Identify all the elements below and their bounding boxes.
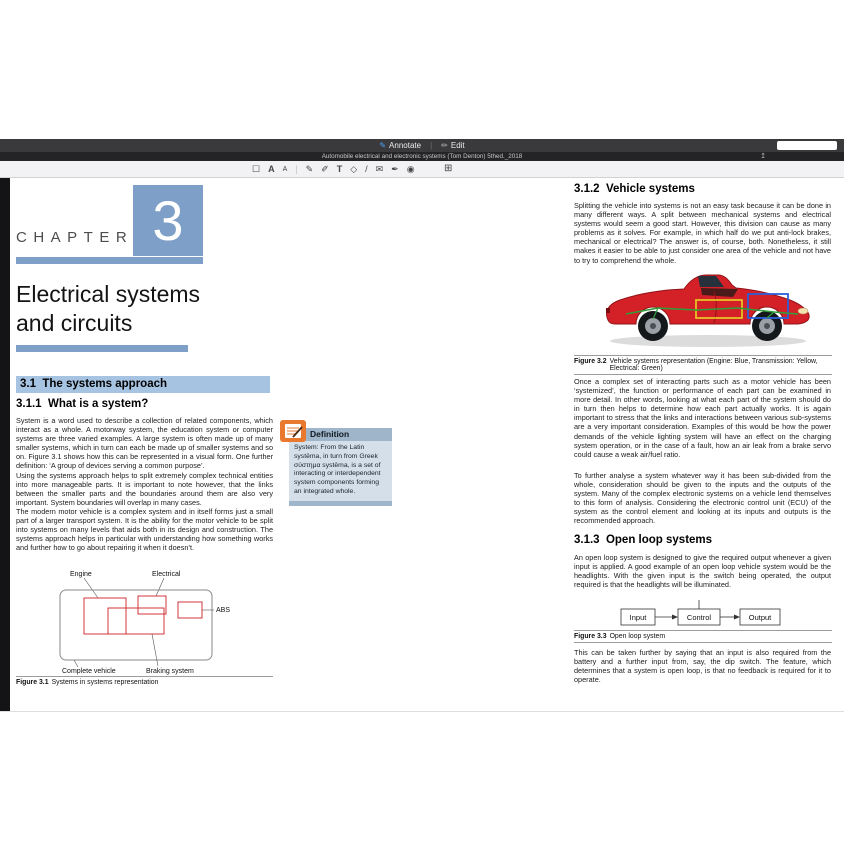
figure-3-1-diagram [40, 566, 252, 676]
heading-3-1-3: 3.1.3 Open loop systems [574, 534, 713, 546]
signature-tool-icon[interactable]: ✒ [391, 163, 399, 174]
fig1-electrical-label: Electrical [152, 571, 181, 578]
sidebar-strip[interactable] [0, 178, 10, 711]
heading-3-1-1: 3.1.1 What is a system? [16, 398, 149, 410]
definition-notebook-icon [280, 420, 306, 442]
note-tool-icon[interactable]: ✉ [375, 163, 384, 174]
body-paragraph: Using the systems approach helps to split extremely complex technical entities into more manageable parts. It is important to note however, that the links between the smaller parts and the boundaries around them are also very important. System boundaries will overlap in many cases. [16, 470, 273, 507]
annotate-pen-icon: ✎ [379, 140, 387, 150]
document-titlebar [0, 152, 844, 161]
app-toolbar [0, 139, 844, 152]
definition-header [289, 428, 392, 441]
chapter-title [16, 280, 200, 338]
figure-3-3-caption [574, 630, 832, 643]
share-icon[interactable]: ↥ [760, 153, 766, 160]
chapter-number: 3 [152, 189, 184, 252]
title-rule [16, 345, 188, 352]
fig1-abs-label: ABS [216, 607, 231, 614]
search-input[interactable] [779, 142, 844, 149]
figure-3-2-caption-label: Figure 3.2 [574, 358, 607, 365]
markup-select-icon[interactable]: ☐ [252, 163, 261, 174]
definition-body: System: From the Latin systēma, in turn from Greek σύστημα systēma, is a set of interacting or interdependent system components forming an integrated whole. [289, 441, 392, 501]
fig3-input-box-label: Input [629, 613, 647, 622]
chapter-number-box [133, 185, 203, 256]
tab-annotate-label: Annotate [389, 141, 422, 150]
font-size-icon[interactable]: A [282, 165, 288, 173]
heading-3-1: 3.1 The systems approach [16, 376, 270, 393]
figure-3-2-caption [574, 355, 832, 375]
figure-3-2-car-image [598, 256, 818, 352]
toolbar-divider: | [295, 163, 298, 174]
stamp-tool-icon[interactable]: ◉ [406, 163, 415, 174]
definition-callout [289, 428, 392, 506]
text-tool-icon[interactable]: T [336, 163, 343, 174]
tab-edit-label: Edit [450, 141, 465, 150]
fig3-control-box-label: Control [686, 613, 712, 622]
chapter-rule [16, 257, 203, 264]
body-paragraph: Once a complex set of interacting parts such as a motor vehicle has been ‘systemized’, the function or performance of each part can be examined in more detail. In other words, looking at what each part of the system should do in turn then helps to determine how each part actually works. It is again important to stress that the links and interactions between various sub-systems are a very important consideration. Examples of this would be how the power demands of the vehicle lighting system will have an effect on the charging system operation, or in the case of a fault, how an air leak from a brake servo could cause a weak air/fuel ratio. [574, 377, 831, 459]
car-headlight [798, 308, 808, 314]
body-paragraph: System is a word used to describe a collection of related components, which interact as a whole. A motorway system, the education system or computer systems are three varied examples. A large system is often made up of many smaller systems, which in turn can each be made up of smaller systems and so on. Figure 3.1 shows how this can be represented in a visual form. One further definition: ‘A group of devices serving a common purpose’. [16, 416, 273, 471]
fig1-braking-system-label: Braking system [146, 668, 194, 675]
line-tool-icon[interactable]: / [365, 163, 368, 174]
highlighter-tool-icon[interactable]: ✐ [321, 163, 329, 174]
figure-3-1-caption-label: Figure 3.1 [16, 679, 49, 686]
figure-3-3-diagram [620, 599, 800, 629]
figure-3-2-caption-text: Vehicle systems representation (Engine: Blue, Transmission: Yellow, Electrical: Green) [609, 358, 818, 372]
thumbnail-grid-icon[interactable]: ⊞ [444, 163, 453, 174]
page-bottom-edge [0, 711, 844, 712]
tab-edit[interactable] [441, 141, 465, 150]
left-column-body [16, 416, 273, 552]
chapter-title-line1: Electrical systems [16, 281, 201, 307]
tab-separator: | [430, 141, 433, 150]
search-box[interactable] [777, 141, 837, 150]
tab-annotate[interactable] [379, 141, 421, 150]
figure-3-3-caption-text: Open loop system [609, 633, 666, 640]
figure-3-1-caption [16, 676, 273, 686]
edit-pencil-icon: ✏ [441, 140, 448, 150]
definition-footer-bar [289, 501, 392, 506]
definition-title: Definition [310, 429, 350, 439]
shapes-tool-icon[interactable]: ◇ [350, 163, 358, 174]
annotation-toolbar [0, 161, 844, 178]
figure-3-1-caption-text: Systems in systems representation [51, 679, 159, 686]
fig3-output-box-label: Output [748, 613, 772, 622]
body-paragraph: The modern motor vehicle is a complex system and in itself forms just a small part of a larger transport system. It is the ability for the motor vehicle to be split into systems on many levels that aids both in its design and construction. The systems approach helps in particular with understanding how something works and further how to go about repairing it when it doesn’t. [16, 506, 273, 553]
body-paragraph: An open loop system is designed to give the required output whenever a given input is applied. A good example of an open loop vehicle system would be the headlights. With the given input is the switch being operated, the output required is that the headlights will be illuminated. [574, 553, 831, 590]
figure-3-3-caption-label: Figure 3.3 [574, 633, 607, 640]
body-paragraph: Splitting the vehicle into systems is not an easy task because it can be done in many different ways. A split between mechanical systems and electrical systems would seem a good start. However, this division can cause as many problems as it solves. For example, in which half do we put anti-lock brakes, mechanical or electrical? The answer is, of course, both. Nonetheless, it still makes it easier to be able to just consider one area of the vehicle and not have to try to comprehend the whole. [574, 201, 831, 265]
body-paragraph: To further analyse a system whatever way it has been sub-divided from the whole, consideration should be given to the inputs and the outputs of the system. Many of the complex electronic systems on a vehicle lend themselves to this form of analysis. Considering the electronic control unit (ECU) of the system as the control element and looking at its inputs and outputs is the recommended approach. [574, 471, 831, 526]
fig1-engine-label: Engine [70, 571, 92, 578]
fig1-complete-vehicle-label: Complete vehicle [62, 668, 116, 675]
font-style-icon[interactable]: A [268, 163, 275, 174]
document-title: Automobile electrical and electronic systems (Tom Denton) 5thed._2018 [321, 153, 523, 160]
pen-tool-icon[interactable]: ✎ [305, 163, 314, 174]
chapter-label: CHAPTER [16, 229, 134, 246]
heading-3-1-2: 3.1.2 Vehicle systems [574, 183, 695, 195]
chapter-title-line2: and circuits [16, 310, 133, 336]
body-paragraph: This can be taken further by saying that an input is also required from the battery and a further input from, say, the dip switch. The feature, which determines that a system is open loop, is that no feedback is required for it to operate. [574, 648, 831, 685]
